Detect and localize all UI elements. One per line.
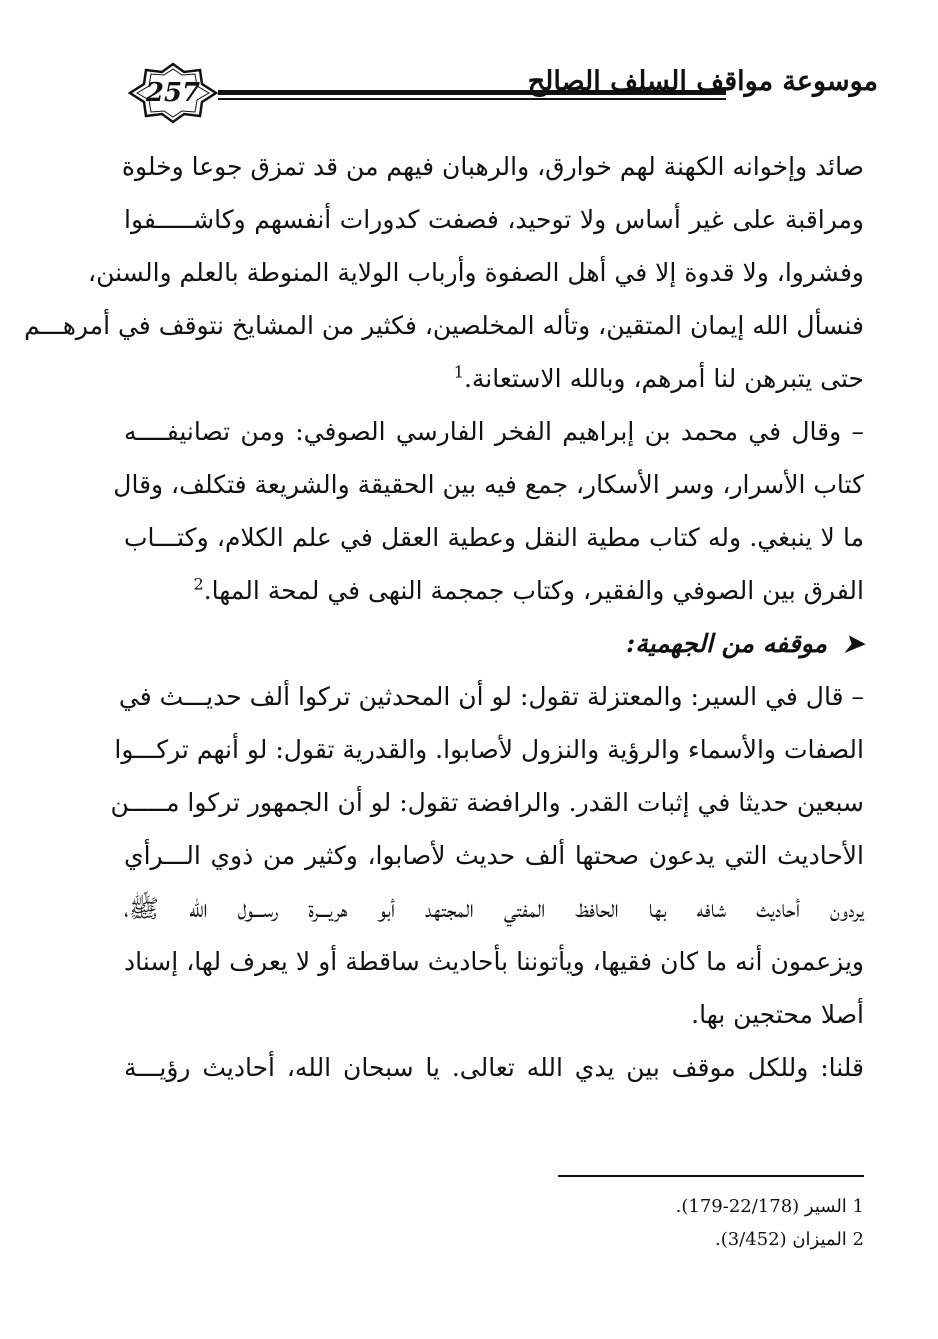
footnote-item — [420, 1223, 864, 1256]
text-line: الأحاديث التي يدعون صحتها ألف حديث لأصابوا، وكثير من ذوي الـــرأي — [124, 841, 864, 870]
page-number: 257 — [145, 78, 201, 108]
footnotes — [420, 1190, 864, 1256]
text-line: أصلا محتجين بها. — [691, 1000, 864, 1029]
page-header — [118, 62, 878, 124]
text-line: الصفات والأسماء والرؤية والنزول لأصابوا. والقدرية تقول: لو أنهم تركـــوا — [114, 735, 864, 764]
paragraph — [113, 405, 864, 617]
text-line: صائد وإخوانه الكهنة لهم خوارق، والرهبان فيهم من قد تمزق جوعا وخلوة — [121, 152, 864, 181]
text-line: فنسأل الله إيمان المتقين، وتأله المخلصين، فكثير من المشايخ نتوقف في أمرهـــم — [24, 311, 864, 340]
series-title: موسوعة مواقف السلف الصالح — [527, 66, 878, 97]
footnote-separator — [558, 1175, 864, 1177]
text-line: ما لا ينبغي. وله كتاب مطية النقل وعطية العقل في علم الكلام، وكتـــاب — [124, 523, 864, 552]
section-heading — [124, 617, 864, 670]
arrow-marker-icon: ➤ — [843, 629, 864, 658]
text-line: ويزعمون أنه ما كان فقيها، ويأتوننا بأحاديث ساقطة أو لا يعرف لها، إسناد — [124, 947, 864, 976]
text-line: كتاب الأسرار، وسر الأسكار، جمع فيه بين الحقيقة والشريعة فتكلف، وقال — [113, 470, 864, 499]
text-line: قلنا: وللكل موقف بين يدي الله تعالى. يا سبحان الله، أحاديث رؤيـــة — [124, 1053, 864, 1082]
paragraph — [110, 670, 864, 1041]
text-line — [124, 564, 864, 617]
text-line — [124, 352, 864, 405]
footnote-reference[interactable]: 2 — [193, 574, 204, 594]
paragraph — [24, 140, 864, 405]
footnote-number: 1 — [852, 1196, 864, 1217]
text-line: – قال في السير: والمعتزلة تقول: لو أن المحدثين تركوا ألف حديـــث في — [118, 682, 864, 711]
footnote-text: الميزان (3/452). — [714, 1229, 847, 1250]
text-line-content: حتى يتبرهن لنا أمرهم، وبالله الاستعانة. — [463, 364, 864, 393]
paragraph — [124, 1041, 864, 1094]
text-line: ومراقبة على غير أساس ولا توحيد، فصفت كدورات أنفسهم وكاشـــــفوا — [124, 205, 864, 234]
text-line: سبعين حديثا في إثبات القدر. والرافضة تقول: لو أن الجمهور تركوا مـــــن — [110, 788, 864, 817]
text-line: وفشروا، ولا قدوة إلا في أهل الصفوة وأرباب الولاية المنوطة بالعلم والسنن، — [88, 258, 864, 287]
footnote-text: السير (22/178-179). — [675, 1196, 847, 1217]
text-line: – وقال في محمد بن إبراهيم الفخر الفارسي الصوفي: ومن تصانيفــــه — [124, 417, 864, 446]
page-body — [24, 140, 864, 1094]
text-line: يردون أحاديث شافه بها الحافظ المفتي المجتهد أبو هريـــرة رســـول الله ﷺ، — [124, 894, 864, 923]
text-line-content: الفرق بين الصوفي والفقير، وكتاب جمجمة النهى في لمحة المها. — [203, 576, 864, 605]
page-number-badge — [128, 62, 218, 124]
footnote-item — [420, 1190, 864, 1223]
section-heading-text: موقفه من الجهمية: — [626, 629, 828, 658]
footnote-number: 2 — [852, 1229, 864, 1250]
footnote-reference[interactable]: 1 — [453, 362, 464, 382]
